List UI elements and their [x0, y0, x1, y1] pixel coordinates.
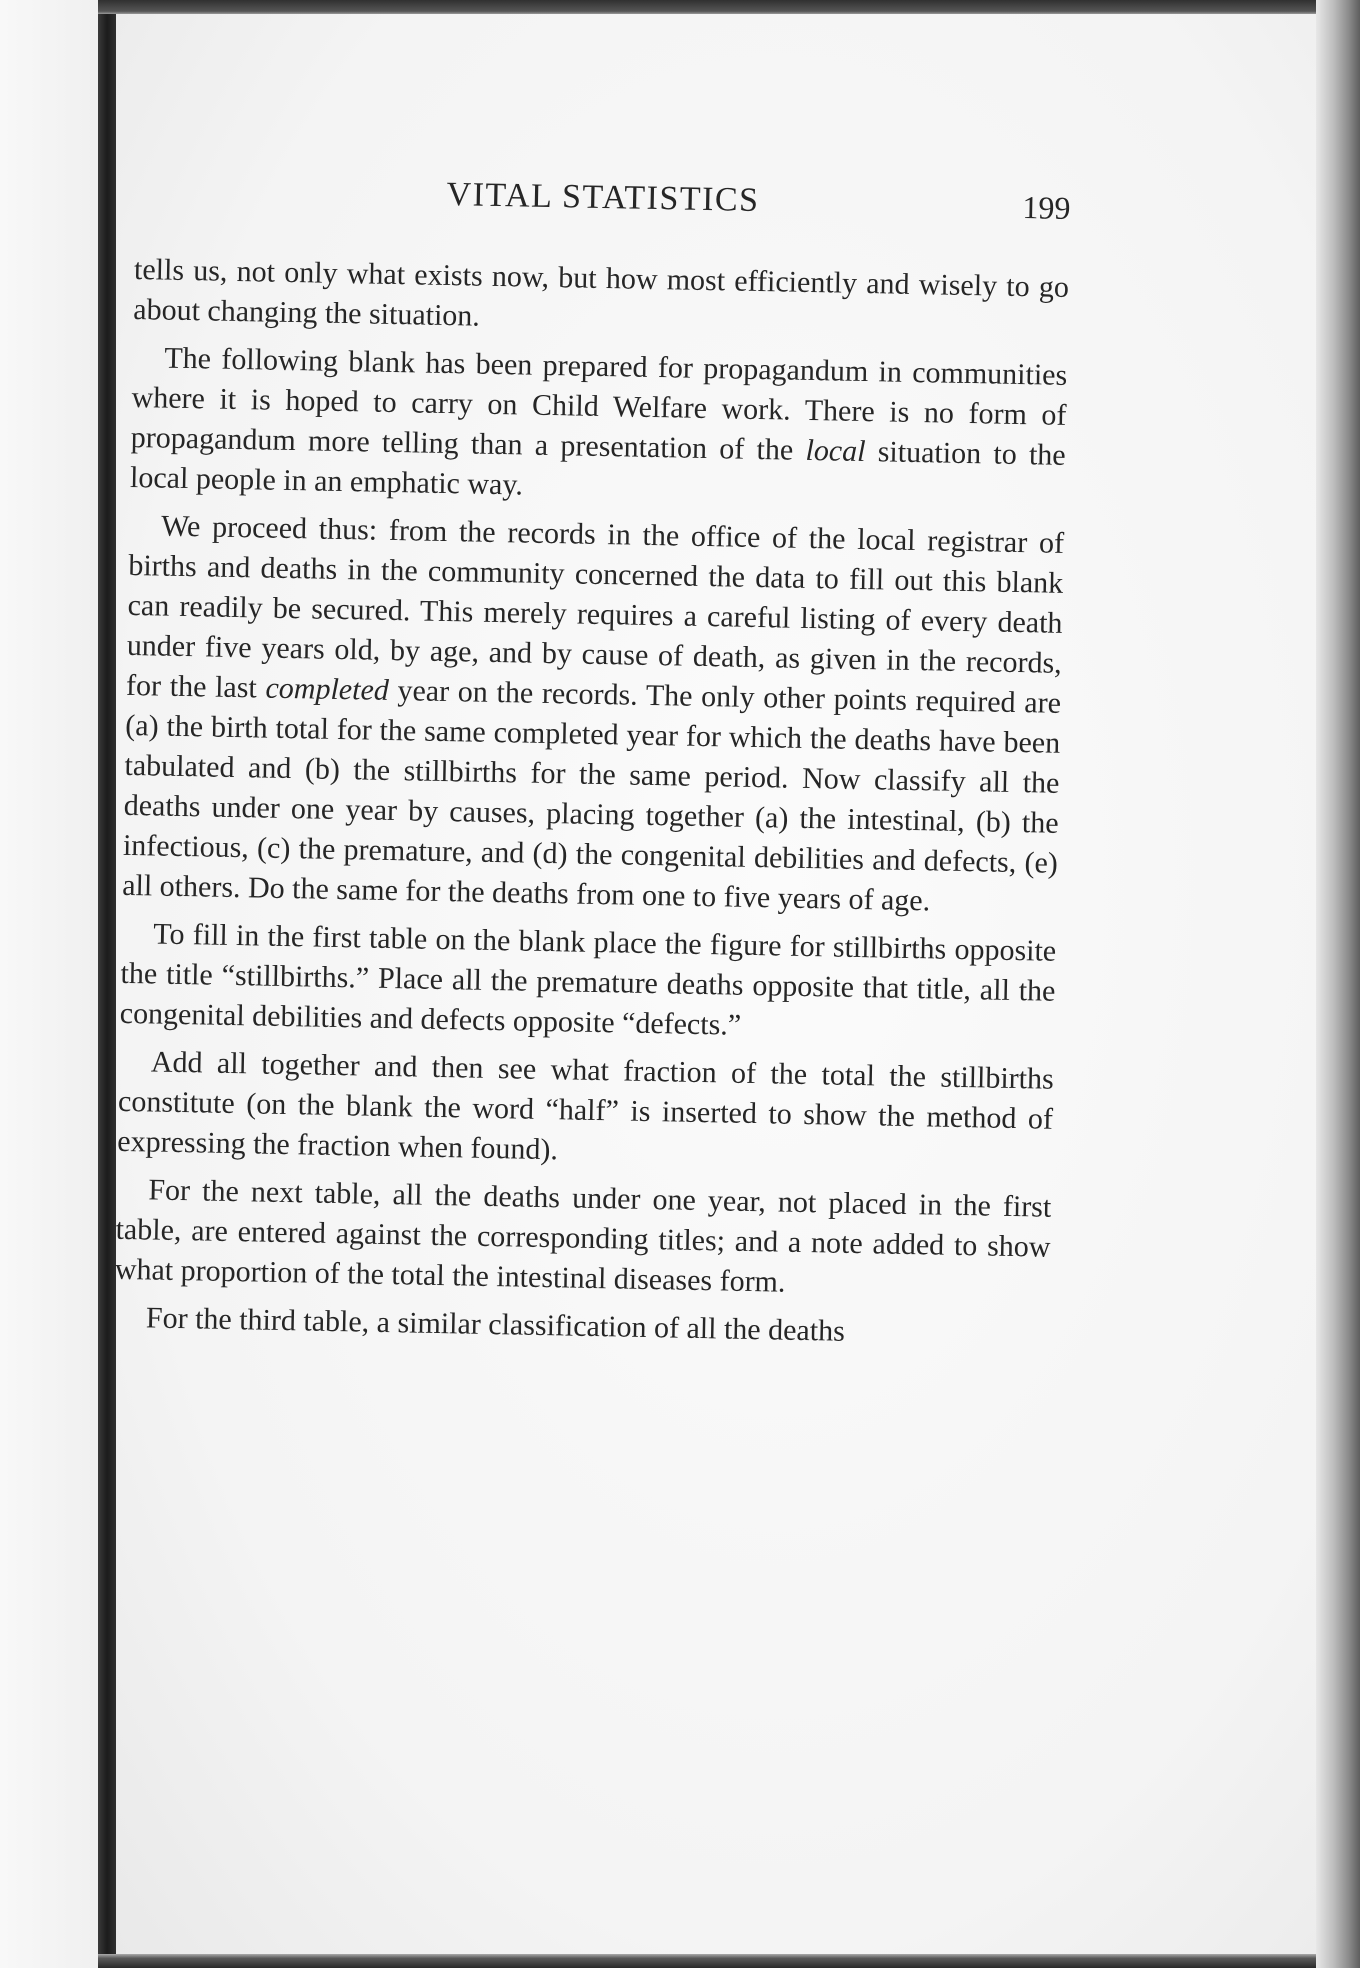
page-number: 199	[1022, 189, 1071, 226]
top-scan-edge	[98, 0, 1360, 14]
page-title: VITAL STATISTICS	[446, 175, 760, 219]
paragraph-3	[122, 506, 1065, 924]
paragraph-3-emphasis: completed	[265, 671, 390, 707]
paragraph-2-text-a: The following blank has been prepared for propagandum in communities where it is hoped to carry on Child Welfare work. There is no form of propagandum more telling than a presentation of the	[130, 341, 1068, 467]
paragraph-2-text-b: situation to the local people in an emphatic way.	[129, 435, 1066, 502]
facing-page-margin	[0, 0, 98, 1968]
paragraph-3-text-b: year on the records. The only other points required are (a) the birth total for the same completed year for which the deaths have been tabulated and (b) the stillbirths for the same period. Now classify all the deaths under one year by causes, placing together (a) the intestinal, (b) the infectious, (c) the premature, and (d) the congenital debilities and defects, (e) all others. Do the same for the deaths from one to five years of age.	[121, 673, 1062, 918]
paragraph-4: To fill in the first table on the blank place the figure for stillbirths opposite the title “stillbirths.” Place all the premature deaths opposite that title, all the congenital debilities and defects opposite “defects.”	[119, 917, 1057, 1042]
paragraph-5: Add all together and then see what fraction of the total the stillbirths constitute (on the blank the word “half” is inserted to show the method of expressing the fraction when found).	[117, 1045, 1055, 1167]
paragraph-2-emphasis: local	[805, 433, 866, 469]
page-text-block	[113, 170, 1070, 1364]
bottom-scan-edge	[98, 1954, 1360, 1968]
paragraph-6: For the next table, all the deaths under one year, not placed in the first table, are entered against the corresponding titles; and a note added to show what proportion of the total the intestinal diseases form.	[114, 1173, 1052, 1299]
paragraph-2	[130, 338, 1068, 516]
paragraph-1: tells us, not only what exists now, but how most efficiently and wisely to go about changing the situation.	[133, 252, 1070, 333]
book-gutter	[98, 0, 116, 1968]
paragraph-7: For the third table, a similar classification of all the deaths	[145, 1301, 846, 1348]
paragraph-3-text-a: We proceed thus: from the records in the office of the local registrar of births and deaths in the community concerned the data to fill out this blank can readily be secured. This merely requires a careful listing of every death under five years old, by age, and by cause of death, as given in the records, for the last	[125, 509, 1065, 705]
page-block-edge	[1316, 0, 1360, 1968]
